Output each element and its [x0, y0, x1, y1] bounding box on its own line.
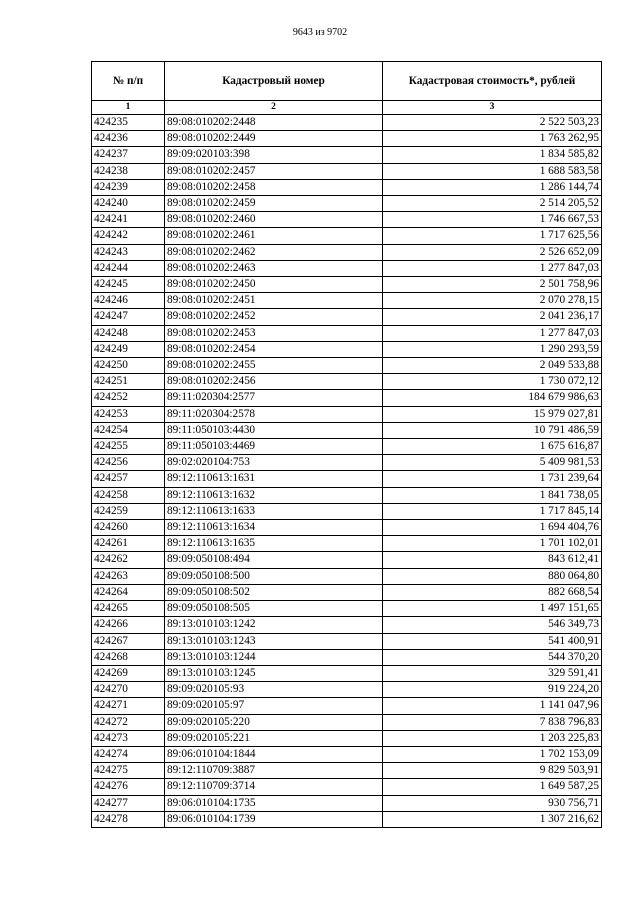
cadastral-number-cell: 89:13:010103:1245	[165, 665, 383, 681]
cadastral-number-cell: 89:12:110709:3887	[165, 763, 383, 779]
cadastral-number-cell: 89:09:050108:505	[165, 601, 383, 617]
row-number-cell: 424242	[92, 228, 165, 244]
column-number: 2	[165, 101, 383, 115]
cadastral-value-cell: 1 702 153,09	[383, 746, 602, 762]
cadastral-value-cell: 546 349,73	[383, 617, 602, 633]
cadastral-number-cell: 89:12:110613:1633	[165, 503, 383, 519]
row-number-cell: 424277	[92, 795, 165, 811]
cadastral-number-cell: 89:13:010103:1242	[165, 617, 383, 633]
table-row	[92, 293, 602, 309]
row-number-cell: 424258	[92, 487, 165, 503]
row-number-cell: 424273	[92, 730, 165, 746]
cadastral-value-cell: 184 679 986,63	[383, 390, 602, 406]
row-number-cell: 424256	[92, 455, 165, 471]
cadastral-value-cell: 880 064,80	[383, 568, 602, 584]
column-number: 1	[92, 101, 165, 115]
table-row	[92, 811, 602, 827]
row-number-cell: 424264	[92, 584, 165, 600]
row-number-cell: 424251	[92, 374, 165, 390]
cadastral-value-cell: 1 307 216,62	[383, 811, 602, 827]
table-row	[92, 422, 602, 438]
row-number-cell: 424257	[92, 471, 165, 487]
table-row	[92, 374, 602, 390]
cadastral-value-cell: 843 612,41	[383, 552, 602, 568]
cadastral-value-cell: 1 277 847,03	[383, 260, 602, 276]
table-row	[92, 277, 602, 293]
table-row	[92, 503, 602, 519]
cadastral-number-cell: 89:09:020105:220	[165, 714, 383, 730]
cadastral-number-cell: 89:09:020103:398	[165, 147, 383, 163]
table-row	[92, 763, 602, 779]
row-number-cell: 424243	[92, 244, 165, 260]
cadastral-number-cell: 89:08:010202:2463	[165, 260, 383, 276]
cadastral-number-cell: 89:11:020304:2578	[165, 406, 383, 422]
table-row	[92, 325, 602, 341]
row-number-cell: 424254	[92, 422, 165, 438]
cadastral-number-cell: 89:11:020304:2577	[165, 390, 383, 406]
cadastral-value-cell: 1 746 667,53	[383, 212, 602, 228]
cadastral-value-cell: 15 979 027,81	[383, 406, 602, 422]
cadastral-value-cell: 1 730 072,12	[383, 374, 602, 390]
cadastral-value-cell: 1 731 239,64	[383, 471, 602, 487]
cadastral-number-cell: 89:11:050103:4430	[165, 422, 383, 438]
cadastral-number-cell: 89:08:010202:2457	[165, 163, 383, 179]
table-row	[92, 552, 602, 568]
cadastral-number-cell: 89:08:010202:2459	[165, 196, 383, 212]
table-row	[92, 309, 602, 325]
table-body	[92, 115, 602, 828]
row-number-cell: 424238	[92, 163, 165, 179]
cadastral-number-cell: 89:08:010202:2460	[165, 212, 383, 228]
table-row	[92, 439, 602, 455]
row-number-cell: 424236	[92, 131, 165, 147]
row-number-cell: 424267	[92, 633, 165, 649]
cadastral-number-cell: 89:06:010104:1844	[165, 746, 383, 762]
cadastral-number-cell: 89:06:010104:1735	[165, 795, 383, 811]
cadastral-value-cell: 2 070 278,15	[383, 293, 602, 309]
row-number-cell: 424240	[92, 196, 165, 212]
row-number-cell: 424269	[92, 665, 165, 681]
cadastral-number-cell: 89:09:020105:221	[165, 730, 383, 746]
table-row	[92, 649, 602, 665]
cadastral-number-cell: 89:12:110613:1632	[165, 487, 383, 503]
table-header-row	[92, 62, 602, 101]
table-row	[92, 341, 602, 357]
table-row	[92, 163, 602, 179]
cadastral-value-cell: 1 286 144,74	[383, 179, 602, 195]
cadastral-number-cell: 89:08:010202:2454	[165, 341, 383, 357]
table-row	[92, 390, 602, 406]
cadastral-value-cell: 541 400,91	[383, 633, 602, 649]
cadastral-value-cell: 1 675 616,87	[383, 439, 602, 455]
table-row	[92, 584, 602, 600]
cadastral-number-cell: 89:08:010202:2451	[165, 293, 383, 309]
row-number-cell: 424241	[92, 212, 165, 228]
cadastral-value-cell: 1 717 625,56	[383, 228, 602, 244]
row-number-cell: 424248	[92, 325, 165, 341]
cadastral-number-cell: 89:08:010202:2449	[165, 131, 383, 147]
cadastral-number-cell: 89:08:010202:2456	[165, 374, 383, 390]
cadastral-number-cell: 89:13:010103:1244	[165, 649, 383, 665]
row-number-cell: 424235	[92, 115, 165, 131]
cadastral-value-cell: 329 591,41	[383, 665, 602, 681]
row-number-cell: 424247	[92, 309, 165, 325]
table-row	[92, 147, 602, 163]
cadastral-value-cell: 1 688 583,58	[383, 163, 602, 179]
cadastral-value-cell: 1 277 847,03	[383, 325, 602, 341]
cadastral-value-cell: 2 049 533,88	[383, 358, 602, 374]
row-number-cell: 424263	[92, 568, 165, 584]
table-row	[92, 260, 602, 276]
table-row	[92, 520, 602, 536]
row-number-cell: 424275	[92, 763, 165, 779]
row-number-cell: 424271	[92, 698, 165, 714]
table-row	[92, 212, 602, 228]
row-number-cell: 424260	[92, 520, 165, 536]
cadastral-number-cell: 89:08:010202:2458	[165, 179, 383, 195]
cadastral-value-cell: 930 756,71	[383, 795, 602, 811]
row-number-cell: 424255	[92, 439, 165, 455]
cadastral-value-cell: 919 224,20	[383, 682, 602, 698]
cadastral-number-cell: 89:08:010202:2448	[165, 115, 383, 131]
table-row	[92, 487, 602, 503]
cadastral-number-cell: 89:08:010202:2461	[165, 228, 383, 244]
row-number-cell: 424244	[92, 260, 165, 276]
table-row	[92, 714, 602, 730]
table-row	[92, 196, 602, 212]
table-row	[92, 455, 602, 471]
table-row	[92, 617, 602, 633]
row-number-cell: 424262	[92, 552, 165, 568]
row-number-cell: 424276	[92, 779, 165, 795]
row-number-cell: 424237	[92, 147, 165, 163]
row-number-cell: 424268	[92, 649, 165, 665]
cadastral-value-cell: 1 203 225,83	[383, 730, 602, 746]
row-number-cell: 424265	[92, 601, 165, 617]
cadastral-number-cell: 89:12:110613:1635	[165, 536, 383, 552]
header-cadastral-value: Кадастровая стоимость*, рублей	[383, 62, 602, 101]
row-number-cell: 424239	[92, 179, 165, 195]
cadastral-value-cell: 1 701 102,01	[383, 536, 602, 552]
cadastral-number-cell: 89:09:050108:494	[165, 552, 383, 568]
cadastral-number-cell: 89:12:110709:3714	[165, 779, 383, 795]
column-number: 3	[383, 101, 602, 115]
cadastral-value-cell: 7 838 796,83	[383, 714, 602, 730]
cadastral-value-cell: 9 829 503,91	[383, 763, 602, 779]
cadastral-value-table	[91, 61, 602, 828]
table-row	[92, 746, 602, 762]
header-row-number: № п/п	[92, 62, 165, 101]
cadastral-value-cell: 1 290 293,59	[383, 341, 602, 357]
row-number-cell: 424278	[92, 811, 165, 827]
table-row	[92, 682, 602, 698]
table-row	[92, 131, 602, 147]
header-cadastral-number: Кадастровый номер	[165, 62, 383, 101]
cadastral-value-cell: 1 694 404,76	[383, 520, 602, 536]
table-row	[92, 536, 602, 552]
row-number-cell: 424245	[92, 277, 165, 293]
table-row	[92, 698, 602, 714]
table-row	[92, 665, 602, 681]
cadastral-number-cell: 89:11:050103:4469	[165, 439, 383, 455]
table-row	[92, 568, 602, 584]
cadastral-value-cell: 1 834 585,82	[383, 147, 602, 163]
table-row	[92, 779, 602, 795]
row-number-cell: 424246	[92, 293, 165, 309]
cadastral-number-cell: 89:09:050108:500	[165, 568, 383, 584]
cadastral-value-cell: 2 514 205,52	[383, 196, 602, 212]
table-row	[92, 730, 602, 746]
cadastral-value-cell: 1 763 262,95	[383, 131, 602, 147]
column-number-row	[92, 101, 602, 115]
table-row	[92, 795, 602, 811]
cadastral-number-cell: 89:08:010202:2450	[165, 277, 383, 293]
row-number-cell: 424252	[92, 390, 165, 406]
cadastral-number-cell: 89:13:010103:1243	[165, 633, 383, 649]
table-row	[92, 633, 602, 649]
cadastral-value-cell: 2 522 503,23	[383, 115, 602, 131]
row-number-cell: 424259	[92, 503, 165, 519]
cadastral-number-cell: 89:08:010202:2452	[165, 309, 383, 325]
row-number-cell: 424250	[92, 358, 165, 374]
table-row	[92, 179, 602, 195]
table-row	[92, 601, 602, 617]
row-number-cell: 424266	[92, 617, 165, 633]
table-row	[92, 406, 602, 422]
cadastral-value-cell: 882 668,54	[383, 584, 602, 600]
row-number-cell: 424261	[92, 536, 165, 552]
cadastral-value-cell: 5 409 981,53	[383, 455, 602, 471]
cadastral-value-cell: 2 501 758,96	[383, 277, 602, 293]
row-number-cell: 424272	[92, 714, 165, 730]
cadastral-value-cell: 2 526 652,09	[383, 244, 602, 260]
cadastral-number-cell: 89:12:110613:1634	[165, 520, 383, 536]
cadastral-value-cell: 1 497 151,65	[383, 601, 602, 617]
cadastral-value-cell: 1 717 845,14	[383, 503, 602, 519]
cadastral-number-cell: 89:08:010202:2453	[165, 325, 383, 341]
cadastral-number-cell: 89:09:050108:502	[165, 584, 383, 600]
row-number-cell: 424253	[92, 406, 165, 422]
row-number-cell: 424274	[92, 746, 165, 762]
table-row	[92, 115, 602, 131]
cadastral-number-cell: 89:02:020104:753	[165, 455, 383, 471]
cadastral-value-cell: 1 841 738,05	[383, 487, 602, 503]
cadastral-number-cell: 89:06:010104:1739	[165, 811, 383, 827]
cadastral-value-cell: 2 041 236,17	[383, 309, 602, 325]
row-number-cell: 424249	[92, 341, 165, 357]
cadastral-number-cell: 89:08:010202:2462	[165, 244, 383, 260]
cadastral-value-cell: 10 791 486,59	[383, 422, 602, 438]
table-row	[92, 244, 602, 260]
cadastral-value-cell: 544 370,20	[383, 649, 602, 665]
cadastral-number-cell: 89:12:110613:1631	[165, 471, 383, 487]
page-number-header: 9643 из 9702	[292, 27, 348, 38]
cadastral-number-cell: 89:09:020105:93	[165, 682, 383, 698]
cadastral-number-cell: 89:08:010202:2455	[165, 358, 383, 374]
table-row	[92, 358, 602, 374]
table-row	[92, 228, 602, 244]
table-row	[92, 471, 602, 487]
cadastral-number-cell: 89:09:020105:97	[165, 698, 383, 714]
row-number-cell: 424270	[92, 682, 165, 698]
cadastral-value-cell: 1 141 047,96	[383, 698, 602, 714]
cadastral-value-cell: 1 649 587,25	[383, 779, 602, 795]
